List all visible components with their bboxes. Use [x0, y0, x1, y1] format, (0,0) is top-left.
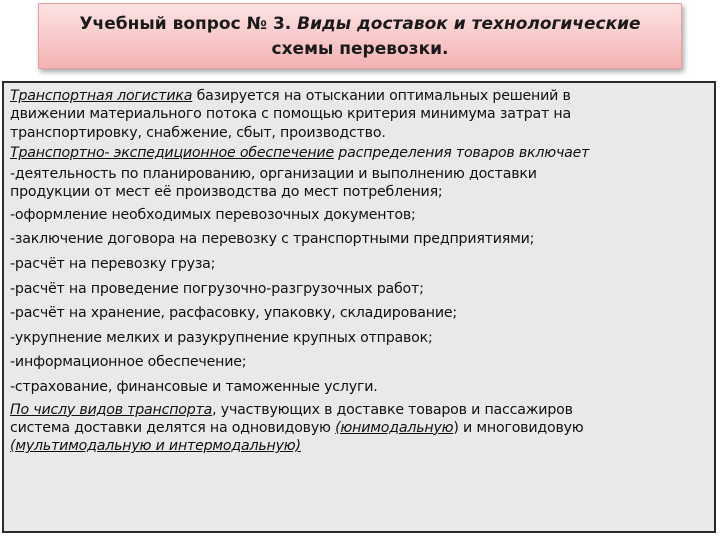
- section-heading: [10, 144, 708, 162]
- list-item: -заключение договора на перевозку с транспортными предприятиями;: [10, 231, 535, 248]
- closing-paragraph: [10, 401, 708, 456]
- closing-line-2: [10, 419, 708, 437]
- section-heading-line: [10, 144, 708, 162]
- title-italic-line-1: Виды доставок и технологические: [297, 14, 641, 34]
- list-item: -расчёт на хранение, расфасовку, упаковку, складирование;: [10, 305, 457, 322]
- section-heading-rest: распределения товаров включает: [333, 144, 590, 161]
- title-prefix: Учебный вопрос № 3.: [79, 14, 298, 34]
- closing-term: По числу видов транспорта: [10, 401, 213, 418]
- intro-line-1-rest: базируется на отыскании оптимальных решений в: [192, 88, 571, 104]
- closing-multimodal: (мультимодальную и интермодальную): [10, 438, 301, 455]
- closing-line-2-end: ) и многовидовую: [453, 419, 584, 436]
- intro-line-1: [10, 87, 708, 105]
- list-item: -информационное обеспечение;: [10, 354, 247, 371]
- title-line-2: [39, 37, 681, 62]
- closing-line-2-start: система доставки делятся на одновидовую: [10, 419, 336, 436]
- title-line-1: [39, 12, 681, 37]
- intro-line-3: транспортировку, снабжение, сбыт, производство.: [10, 124, 386, 141]
- list-item: -страхование, финансовые и таможенные услуги.: [10, 378, 378, 395]
- services-list: [10, 162, 708, 399]
- list-item: -укрупнение мелких и разукрупнение крупных отправок;: [10, 329, 433, 346]
- intro-line-2: движении материального потока с помощью критерия минимума затрат на: [10, 106, 571, 123]
- intro-term: Транспортная логистика: [10, 88, 193, 104]
- slide-title-box: [38, 3, 682, 69]
- list-item: -оформление необходимых перевозочных документов;: [10, 206, 416, 223]
- closing-unimodal: (юнимодальную: [335, 419, 454, 436]
- list-item-line-2: продукции от мест её производства до мест потребления;: [10, 184, 443, 201]
- closing-line-1-rest: , участвующих в доставке товаров и пассажиров: [212, 401, 573, 418]
- list-item: -расчёт на перевозку груза;: [10, 255, 216, 272]
- closing-line-3: [10, 437, 708, 455]
- intro-paragraph: [10, 87, 708, 142]
- title-italic-line-2: схемы перевозки.: [271, 39, 449, 59]
- section-heading-underlined: Транспортно- экспедиционное обеспечение: [10, 144, 334, 161]
- list-item: -расчёт на проведение погрузочно-разгрузочных работ;: [10, 280, 424, 297]
- content-panel: [2, 81, 716, 533]
- list-item-line-1: -деятельность по планированию, организации и выполнению доставки: [10, 166, 537, 183]
- list-item: [10, 162, 708, 203]
- closing-line-1: [10, 401, 708, 419]
